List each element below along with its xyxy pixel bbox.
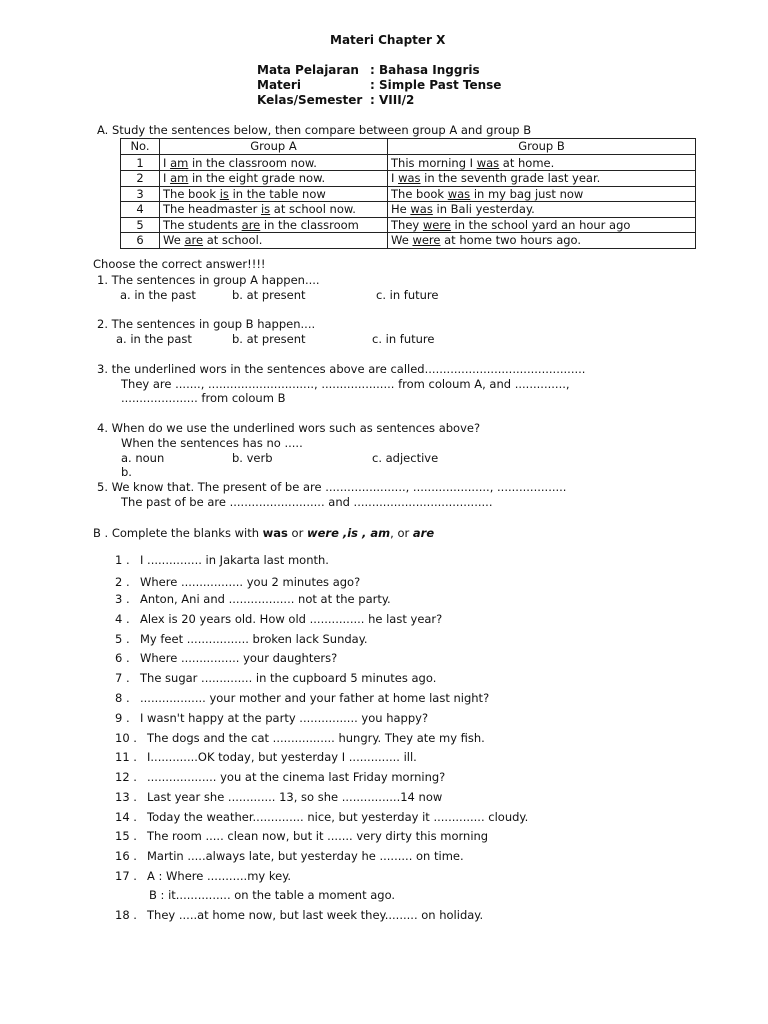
group-a-sentence: We are at school.: [160, 233, 388, 249]
option-b-empty: b.: [121, 465, 132, 479]
item-number: 1 .: [115, 553, 130, 567]
option-c: c. in future: [372, 332, 435, 346]
group-a-sentence: The headmaster is at school now.: [160, 202, 388, 218]
meta-key: Kelas/Semester: [257, 93, 363, 107]
group-b-sentence: They were in the school yard an hour ago: [388, 217, 696, 233]
meta-value: : VIII/2: [370, 93, 415, 107]
item-text: Martin .....always late, but yesterday he ......... on time.: [147, 849, 464, 863]
item-text: A : Where ...........my key.: [147, 869, 292, 883]
item-text: Today the weather.............. nice, but yesterday it .............. cloudy.: [147, 810, 529, 824]
item-number: 15 .: [115, 829, 137, 843]
section-b-instruction: B . Complete the blanks with was or were ,is , am, or are: [93, 526, 435, 540]
meta-key: Mata Pelajaran: [257, 63, 359, 77]
table-row: [121, 186, 696, 202]
table-row: [121, 202, 696, 218]
question-1: 1. The sentences in group A happen....: [97, 273, 320, 287]
item-number: 2 .: [115, 575, 130, 589]
item-text: My feet ................. broken lack Sunday.: [140, 632, 368, 646]
item-text: ................... you at the cinema last Friday morning?: [147, 770, 446, 784]
meta-material: [257, 78, 501, 92]
item-number: 12 .: [115, 770, 137, 784]
question-3: 3. the underlined wors in the sentences above are called............................................: [97, 362, 586, 376]
item-number: 18 .: [115, 908, 137, 922]
group-b-sentence: He was in Bali yesterday.: [388, 202, 696, 218]
underlined-verb: was: [410, 202, 433, 216]
item-number: 3 .: [115, 592, 130, 606]
item-text: They .....at home now, but last week they......... on holiday.: [147, 908, 484, 922]
table-row: [121, 233, 696, 249]
option-c: c. in future: [376, 288, 439, 302]
item-text: I.............OK today, but yesterday I .............. ill.: [147, 750, 417, 764]
table-row: [121, 154, 696, 171]
underlined-verb: was: [476, 155, 500, 170]
item-number: 10 .: [115, 731, 137, 745]
column-header: Group A: [160, 139, 388, 155]
option-b: b. verb: [232, 451, 273, 465]
keyword: was: [262, 526, 288, 540]
comparison-table: [120, 138, 696, 249]
item-number: 6 .: [115, 651, 130, 665]
underlined-verb: am: [170, 171, 189, 185]
item-number: 8 .: [115, 691, 130, 705]
item-text: Alex is 20 years old. How old ............... he last year?: [140, 612, 443, 626]
item-text: The sugar .............. in the cupboard 5 minutes ago.: [140, 671, 437, 685]
item-text: Last year she ............. 13, so she ................14 now: [147, 790, 443, 804]
table-row: [121, 217, 696, 233]
item-text: I wasn't happy at the party ................ you happy?: [140, 711, 429, 725]
page-title: Materi Chapter X: [330, 33, 446, 47]
item-text: .................. your mother and your father at home last night?: [140, 691, 490, 705]
underlined-verb: are: [184, 233, 204, 247]
row-number: 2: [121, 171, 160, 187]
underlined-verb: is: [260, 202, 271, 216]
column-header: Group B: [388, 139, 696, 155]
row-number: 4: [121, 202, 160, 218]
table-header: [121, 139, 696, 155]
item-number: 16 .: [115, 849, 137, 863]
group-a-sentence: The students are in the classroom: [160, 217, 388, 233]
row-number: 5: [121, 217, 160, 233]
item-text: I ............... in Jakarta last month.: [140, 553, 329, 567]
item-text: The dogs and the cat ................. hungry. They ate my fish.: [147, 731, 485, 745]
group-b-sentence: I was in the seventh grade last year.: [388, 171, 696, 187]
item-number: 11 .: [115, 750, 137, 764]
group-a-sentence: I am in the eight grade now.: [160, 171, 388, 187]
meta-class: [257, 93, 414, 107]
underlined-verb: are: [241, 217, 261, 232]
column-header: No.: [121, 139, 160, 155]
item-number: 5 .: [115, 632, 130, 646]
option-a: a. in the past: [116, 332, 192, 346]
option-b: b. at present: [232, 288, 306, 302]
group-b-sentence: We were at home two hours ago.: [388, 233, 696, 249]
underlined-verb: is: [219, 186, 229, 201]
question-5: 5. We know that. The present of be are ......................, ....................., ...................: [97, 480, 567, 494]
option-b: b. at present: [232, 332, 306, 346]
item-text: The room ..... clean now, but it ....... very dirty this morning: [147, 829, 489, 843]
item-number: 14 .: [115, 810, 137, 824]
group-b-sentence: The book was in my bag just now: [388, 186, 696, 202]
underlined-verb: was: [398, 171, 421, 185]
item-number: 4 .: [115, 612, 130, 626]
question-4-line-2: When the sentences has no .....: [121, 436, 303, 450]
item-number: 7 .: [115, 671, 130, 685]
option-a: a. noun: [121, 451, 165, 465]
question-4: 4. When do we use the underlined wors such as sentences above?: [97, 421, 481, 435]
question-3-line-2: They are ......., ............................., .................... from coloum A, and ..............,: [121, 377, 570, 391]
keyword: are: [412, 526, 435, 540]
option-a: a. in the past: [120, 288, 196, 302]
group-a-sentence: The book is in the table now: [160, 186, 388, 202]
group-a-sentence: I am in the classroom now.: [160, 154, 388, 171]
question-5-line-2: The past of be are .......................... and ......................................: [121, 495, 493, 509]
question-2: 2. The sentences in goup B happen....: [97, 317, 316, 331]
item-text: Anton, Ani and .................. not at the party.: [140, 592, 391, 606]
underlined-verb: was: [447, 186, 471, 201]
meta-value: : Bahasa Inggris: [370, 63, 480, 77]
choose-instruction: Choose the correct answer!!!!: [93, 257, 266, 271]
option-c: c. adjective: [372, 451, 439, 465]
item-number: 13 .: [115, 790, 137, 804]
meta-subject: [257, 63, 480, 77]
underlined-verb: were: [422, 217, 451, 232]
row-number: 1: [121, 154, 160, 171]
item-number: 17 .: [115, 869, 137, 883]
section-a-instruction: A. Study the sentences below, then compare between group A and group B: [97, 123, 532, 137]
group-b-sentence: This morning I was at home.: [388, 154, 696, 171]
item-text: Where ................. you 2 minutes ago?: [140, 575, 361, 589]
question-3-line-3: ..................... from coloum B: [121, 391, 286, 405]
item-text: B : it............... on the table a moment ago.: [149, 888, 396, 902]
item-text: Where ................ your daughters?: [140, 651, 338, 665]
table-row: [121, 171, 696, 187]
row-number: 6: [121, 233, 160, 249]
underlined-verb: were: [412, 233, 441, 247]
row-number: 3: [121, 186, 160, 202]
underlined-verb: am: [170, 155, 189, 170]
meta-key: Materi: [257, 78, 301, 92]
meta-value: : Simple Past Tense: [370, 78, 502, 92]
item-number: 9 .: [115, 711, 130, 725]
keyword: were ,is , am: [306, 526, 391, 540]
